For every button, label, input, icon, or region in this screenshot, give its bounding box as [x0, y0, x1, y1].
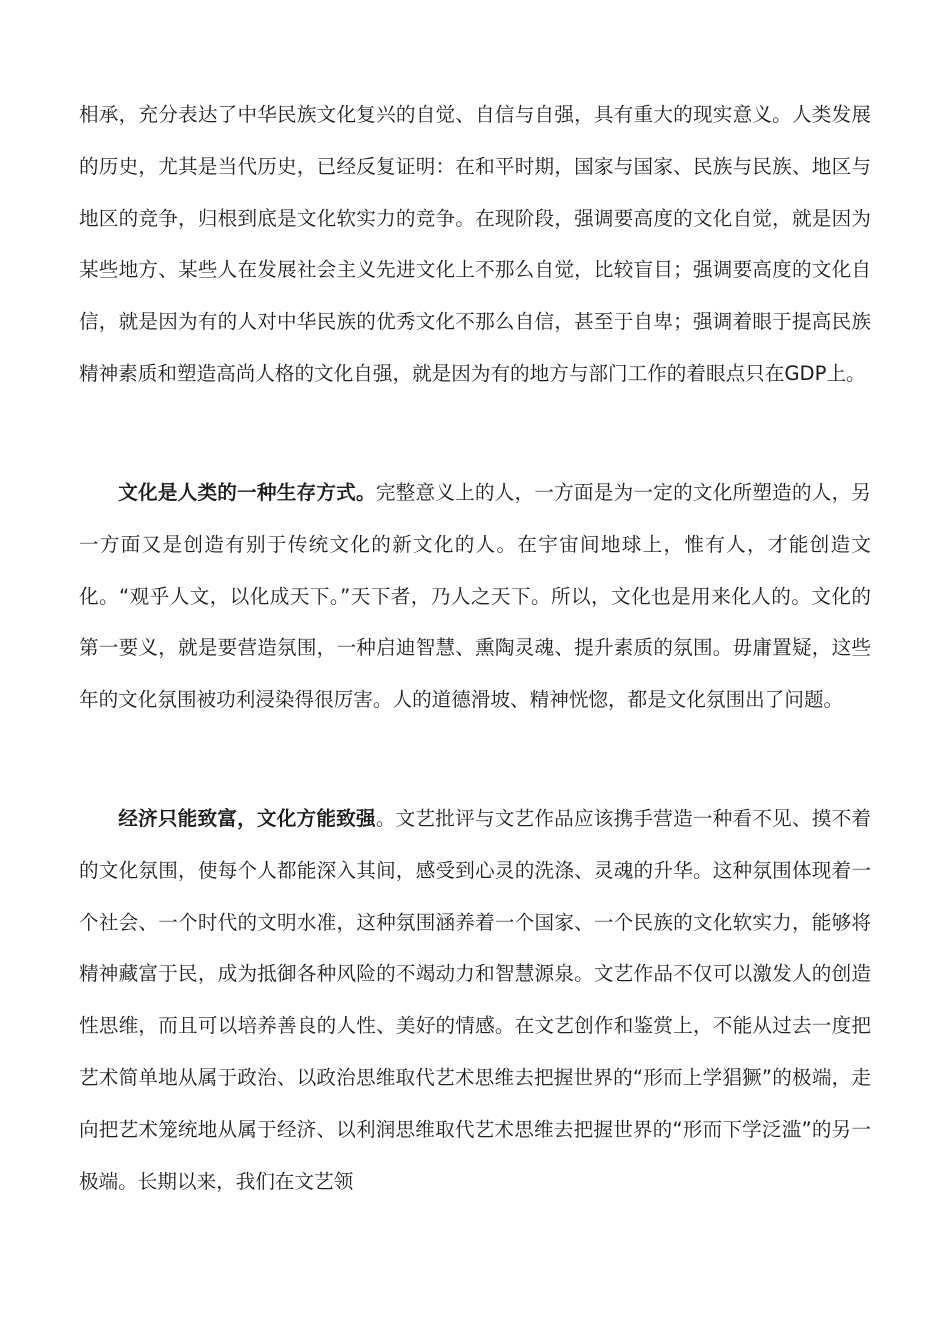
paragraph-1 — [79, 89, 871, 400]
paragraph-3 — [79, 793, 871, 1207]
paragraph-3-body: 。文艺批评与文艺作品应该携手营造一种看不见、摸不着的文化氛围，使每个人都能深入其间，感受到心灵的洗涤、灵魂的升华。这种氛围体现着一个社会、一个时代的文明水准，这种氛围涵养着一个国家、一个民族的文化软实力，能够将精神藏富于民，成为抵御各种风险的不竭动力和智慧源泉。文艺作品不仅可以激发人的创造性思维，而且可以培养善良的人性、美好的情感。在文艺创作和鉴赏上，不能从过去一度把艺术简单地从属于政治、以政治思维取代艺术思维去把握世界的“形而上学猖獗”的极端，走向把艺术笼统地从属于经济、以利润思维取代艺术思维去把握世界的“形而下学泛滥”的另一极端。长期以来，我们在文艺领 — [79, 807, 872, 1193]
paragraph-2-lead: 文化是人类的一种生存方式。 — [118, 481, 376, 504]
paragraph-1-body: 相承，充分表达了中华民族文化复兴的自觉、自信与自强，具有重大的现实意义。人类发展的历史，尤其是当代历史，已经反复证明：在和平时期，国家与国家、民族与民族、地区与地区的竞争，归根到底是文化软实力的竞争。在现阶段，强调要高度的文化自觉，就是因为某些地方、某些人在发展社会主义先进文化上不那么自觉，比较盲目；强调要高度的文化自信，就是因为有的人对中华民族的优秀文化不那么自信，甚至于自卑；强调着眼于提高民族精神素质和塑造高尚人格的文化自强，就是因为有的地方与部门工作的着眼点只在GDP上。 — [79, 103, 871, 385]
paragraph-3-lead: 经济只能致富，文化方能致强 — [118, 807, 376, 830]
paragraph-2 — [79, 467, 871, 726]
paragraph-2-body: 完整意义上的人，一方面是为一定的文化所塑造的人，另一方面又是创造有别于传统文化的新文化的人。在宇宙间地球上，惟有人，才能创造文化。“观乎人文，以化成天下。”天下者，乃人之天下。所以，文化也是用来化人的。文化的第一要义，就是要营造氛围，一种启迪智慧、熏陶灵魂、提升素质的氛围。毋庸置疑，这些年的文化氛围被功利浸染得很厉害。人的道德滑坡、精神恍惚，都是文化氛围出了问题。 — [79, 481, 872, 712]
